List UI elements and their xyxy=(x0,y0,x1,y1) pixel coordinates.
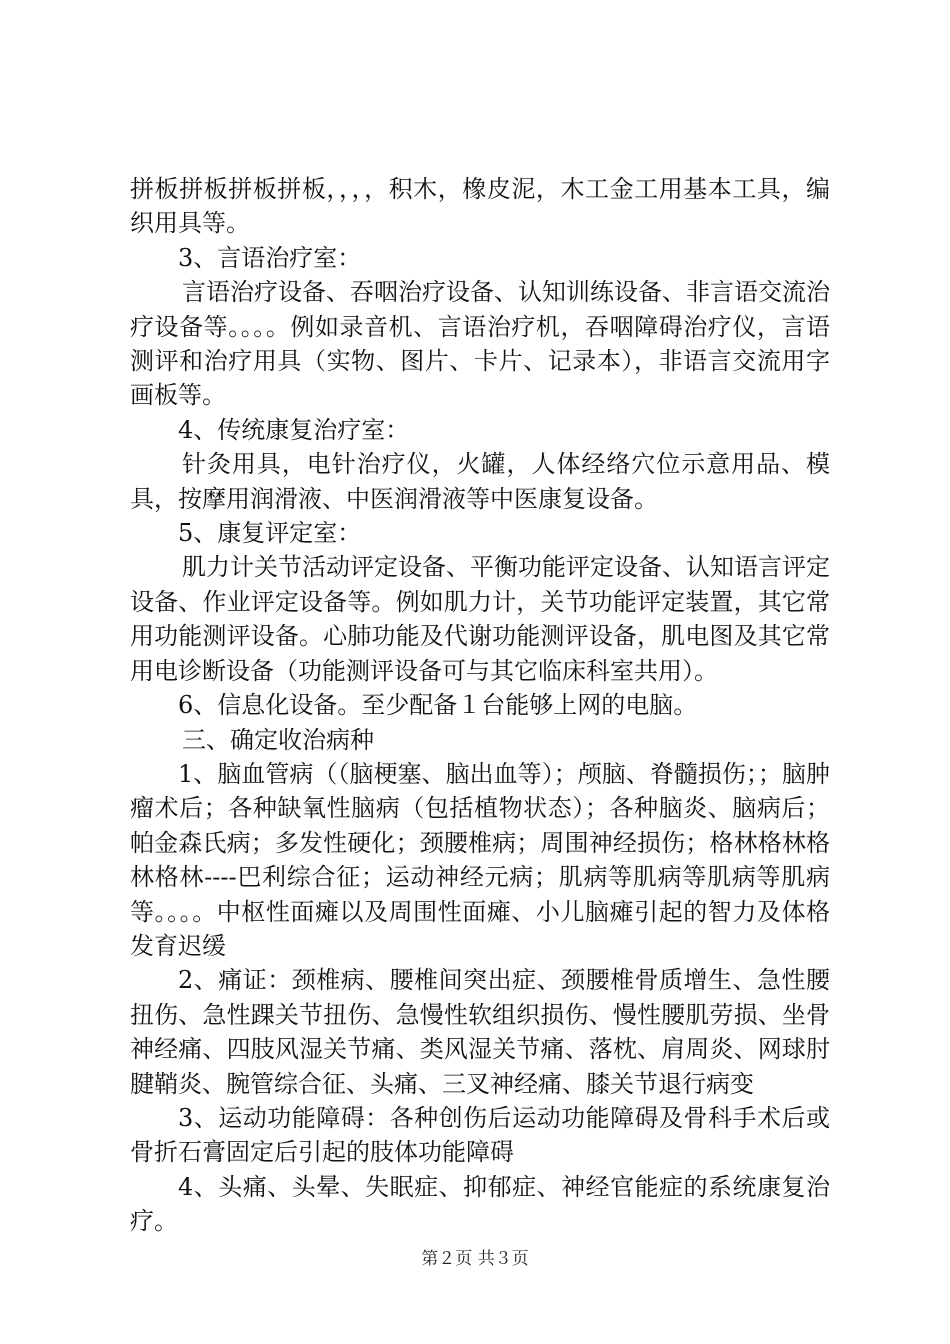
paragraph-speech-therapy-equipment: 言语治疗设备、吞咽治疗设备、认知训练设备、非言语交流治疗设备等。。。。例如录音机、言语治疗机，吞咽障碍治疗仪，言语测评和治疗用具（实物、图片、卡片、记录本），非语言交流用字画板等。 xyxy=(130,278,830,410)
document-body xyxy=(130,172,830,1239)
paragraph-cerebrovascular: 1、脑血管病（（脑梗塞、脑出血等）；颅脑、脊髓损伤；；脑肿瘤术后；各种缺氧性脑病（包括植物状态）；各种脑炎、脑病后；帕金森氏病；多发性硬化；颈腰椎病；周围神经损伤；格林格林格林格林----巴利综合征；运动神经元病；肌病等肌病等肌病等肌病等。。。。中枢性面瘫以及周围性面瘫、小儿脑瘫引起的智力及体格发育迟缓 xyxy=(130,759,830,960)
paragraph-pain-syndromes: 2、痛证：颈椎病、腰椎间突出症、颈腰椎骨质增生、急性腰扭伤、急性踝关节扭伤、急慢性软组织损伤、慢性腰肌劳损、坐骨神经痛、四肢风湿关节痛、类风湿关节痛、落枕、肩周炎、网球肘腱鞘炎、腕管综合征、头痛、三叉神经痛、膝关节退行病变 xyxy=(130,966,830,1098)
paragraph-rehab-assessment-equipment: 肌力计关节活动评定设备、平衡功能评定设备、认知语言评定设备、作业评定设备等。例如肌力计，关节功能评定装置，其它常用功能测评设备。心肺功能及代谢功能测评设备，肌电图及其它常用电诊断设备（功能测评设备可与其它临床科室共用）。 xyxy=(130,553,830,685)
page-number-footer: 第２页 共３页 xyxy=(421,1249,529,1269)
paragraph-it-equipment: 6、信息化设备。至少配备１台能够上网的电脑。 xyxy=(178,691,698,720)
paragraph-traditional-rehab-equipment: 针灸用具，电针治疗仪，火罐，人体经络穴位示意用品、模具，按摩用润滑液、中医润滑液等中医康复设备。 xyxy=(130,450,830,513)
heading-traditional-rehab-room: 4、传统康复治疗室： xyxy=(178,415,410,444)
heading-rehab-assessment-room: 5、康复评定室： xyxy=(178,519,362,548)
heading-speech-therapy-room: 3、言语治疗室： xyxy=(178,243,362,272)
paragraph-headache-insomnia: 4、头痛、头晕、失眠症、抑郁症、神经官能症的系统康复治疗。 xyxy=(130,1172,830,1236)
section-heading-diseases: 三、确定收治病种 xyxy=(182,725,374,754)
paragraph-motor-dysfunction: 3、运动功能障碍：各种创伤后运动功能障碍及骨科手术后或骨折石膏固定后引起的肢体功能障碍 xyxy=(130,1103,830,1167)
paragraph-1: 拼板拼板拼板拼板，，，，积木，橡皮泥，木工金工用基本工具，编织用具等。 xyxy=(130,175,830,238)
